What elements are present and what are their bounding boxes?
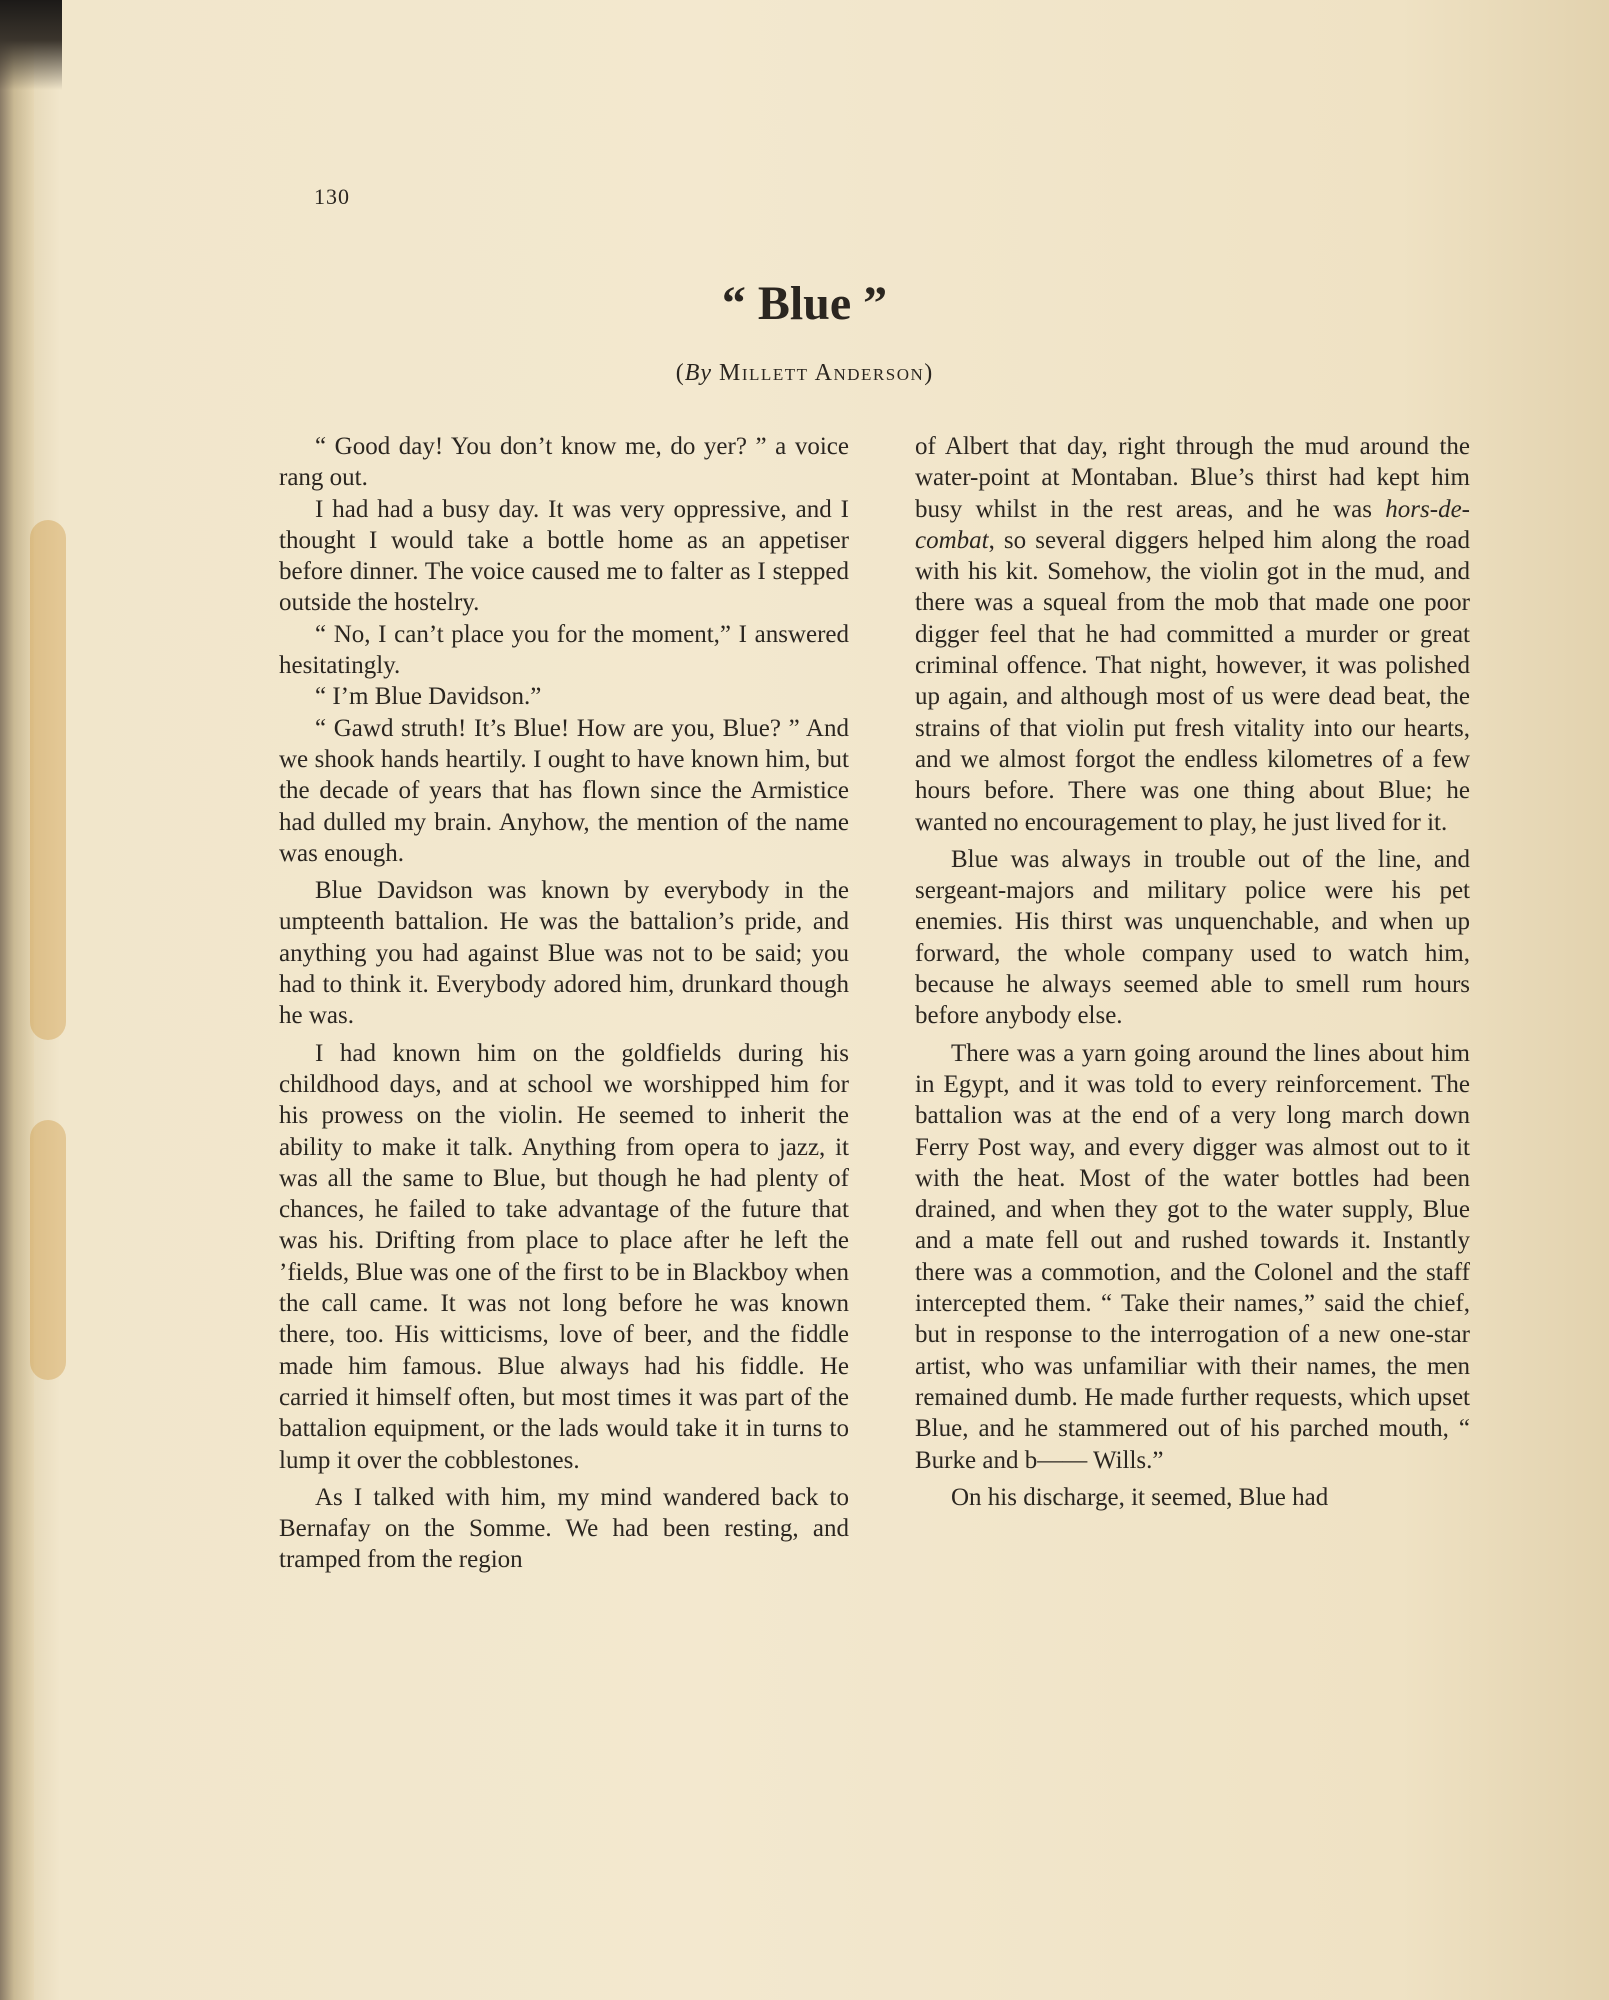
paragraph: I had had a busy day. It was very oppressive, and I thought I would take a bottle home as an appetiser before dinner. The voice caused me to falter as I stepped outside the hostelry. (279, 495, 849, 617)
page-edge-stain (30, 520, 66, 1040)
paragraph: “ No, I can’t place you for the moment,” I answered hesitatingly. (279, 620, 849, 680)
paragraph: I had known him on the goldfields during his childhood days, and at school we worshipped him for his prowess on the violin. He seemed to inherit the ability to make it talk. Anything from opera to jazz, it was all the same to Blue, but though he had plenty of chances, he failed to take advantage of the future that was his. Drifting from place to place after he left the ’fields, Blue was one of the first to be in Blackboy when the call came. It was not long before he was known there, too. His witticisms, love of beer, and the fiddle made him famous. Blue always had his fiddle. He carried it himself often, but most times it was part of the battalion equipment, or the lads would take it in turns to lump it over the cobblestones. (279, 1039, 849, 1474)
article-title: “ Blue ” (721, 277, 888, 330)
book-cover-corner (0, 0, 62, 90)
paragraph: “ I’m Blue Davidson.” (315, 683, 542, 711)
article-byline (0, 360, 1609, 387)
italic-phrase: hors-de-combat (915, 495, 1470, 554)
paragraph-text: , so several diggers helped him along the road with his kit. Somehow, the violin got in the mud, and there was a squeal from the mob that made one poor digger feel that he had committed a murder or great criminal offence. That night, however, it was polished up again, and although most of us were dead beat, the strains of that violin put fresh vitality into our hearts, and we almost forgot the endless kilometres of a few hours before. There was one thing about Blue; he wanted no encouragement to play, he just lived for it. (915, 526, 1470, 836)
paragraph: There was a yarn going around the lines about him in Egypt, and it was told to every reinforcement. The battalion was at the end of a very long march down Ferry Post way, and every digger was almost out to it with the heat. Most of the water bottles had been drained, and when they got to the water supply, Blue and a mate fell out and rushed towards it. Instantly there was a commotion, and the Colonel and the staff intercepted them. “ Take their names,” said the chief, but in response to the interrogation of a new one-star artist, who was unfamiliar with their names, the men remained dumb. He made further requests, which upset Blue, and he stammered out of his parched mouth, “ Burke and b—— Wills.” (915, 1039, 1470, 1474)
paragraph: On his discharge, it seemed, Blue had (951, 1483, 1329, 1511)
paragraph: Blue Davidson was known by everybody in the umpteenth battalion. He was the battalion’s pride, and anything you had against Blue was not to be said; you had to think it. Everybody adored him, drunkard though he was. (279, 877, 849, 1030)
byline-author: Millett Anderson (719, 360, 925, 386)
left-column (279, 431, 849, 1576)
right-column (915, 431, 1470, 1513)
paragraph: “ Good day! You don’t know me, do yer? ” a voice rang out. (279, 433, 849, 492)
page-edge-stain (30, 1120, 66, 1380)
paragraph-text: of Albert that day, right through the mud around the water-point at Montaban. Blue’s thirst had kept him busy whilst in the rest areas, and he was (915, 433, 1470, 523)
byline-by: By (684, 360, 713, 386)
paragraph: “ Gawd struth! It’s Blue! How are you, Blue? ” And we shook hands heartily. I ought to have known him, but the decade of years that has flown since the Armistice had dulled my brain. Anyhow, the mention of the name was enough. (279, 714, 849, 867)
byline-close-paren: ) (924, 360, 934, 386)
byline-open-paren: ( (675, 360, 685, 386)
paragraph: Blue was always in trouble out of the line, and sergeant-majors and military police were his pet enemies. His thirst was unquenchable, and when up forward, the whole company used to watch him, because he always seemed able to smell rum hours before anybody else. (915, 845, 1470, 1030)
page-number: 130 (314, 184, 350, 209)
paragraph-continued (915, 431, 1470, 838)
paragraph: As I talked with him, my mind wandered back to Bernafay on the Somme. We had been resting, and tramped from the region (279, 1483, 849, 1574)
